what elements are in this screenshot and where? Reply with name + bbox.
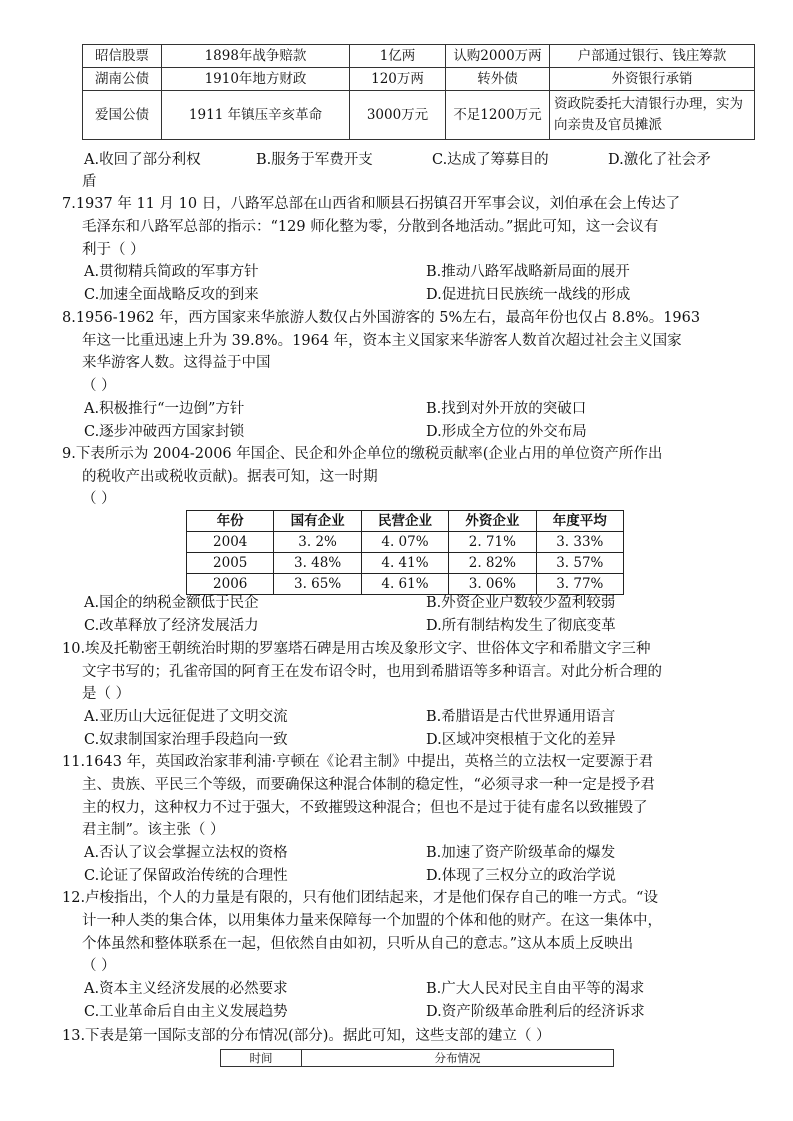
- question-12-text: 计一种人类的集合体，以用集体力量来保障每一个加盟的个体和他的财产。在这一集体中，: [82, 913, 662, 929]
- question-8-text: 8.1956-1962 年，西方国家来华旅游人数仅占外国游客的 5%左右，最高年份也仅占 8.8%。1963: [62, 310, 701, 326]
- tax-contribution-table: [186, 510, 624, 595]
- table-header-cell: 民营企业: [361, 511, 448, 532]
- option-c[interactable]: C.逐步冲破西方国家封锁: [84, 424, 245, 440]
- table-cell: 资政院委托大清银行办理，实为向亲贵及官员摊派: [550, 91, 755, 140]
- table-header-row: [221, 1050, 614, 1067]
- table-cell: 4. 61%: [361, 574, 448, 595]
- table-cell: 3. 06%: [449, 574, 536, 595]
- table-cell: 3. 33%: [536, 532, 623, 553]
- table-row: [83, 91, 755, 140]
- table-cell: 3. 57%: [536, 553, 623, 574]
- option-b[interactable]: B.推动八路军战略新局面的展开: [426, 264, 630, 280]
- table-cell: 爱国公债: [83, 91, 162, 140]
- table-cell: 3. 65%: [274, 574, 361, 595]
- option-c[interactable]: C.加速全面战略反攻的到来: [84, 287, 259, 303]
- option-b[interactable]: B.广大人民对民主自由平等的渴求: [426, 981, 645, 997]
- table-cell: 2. 82%: [449, 553, 536, 574]
- question-8-text: 来华游客人数。这得益于中国: [82, 355, 271, 371]
- table-cell: 1911 年镇压辛亥革命: [162, 91, 350, 140]
- table-cell: 3. 77%: [536, 574, 623, 595]
- table-cell: 湖南公债: [83, 68, 162, 91]
- table-header-row: [187, 511, 624, 532]
- question-7-text: 利于（ ）: [82, 242, 145, 258]
- option-d[interactable]: D.形成全方位的外交布局: [426, 424, 587, 440]
- table-cell: 外资银行承销: [550, 68, 755, 91]
- table-cell: 2006: [187, 574, 274, 595]
- table-cell: 2. 71%: [449, 532, 536, 553]
- option-c[interactable]: C.奴隶制国家治理手段趋向一致: [84, 732, 288, 748]
- question-7-text: 7.1937 年 11 月 10 日，八路军总部在山西省和顺县石拐镇召开军事会议，刘伯承在会上传达了: [62, 196, 681, 212]
- option-d[interactable]: D.体现了三权分立的政治学说: [426, 868, 616, 884]
- option-b[interactable]: B.服务于军费开支: [256, 152, 373, 168]
- question-8-text: （ ）: [82, 378, 116, 394]
- question-11-text: 11.1643 年，英国政治家菲利浦·亨顿在《论君主制》中提出，英格兰的立法权一定要源于君: [62, 754, 654, 770]
- question-11-text: 主的权力，这种权力不过于强大，不致摧毁这种混合；但也不是过于徒有虚名以致摧毁了: [82, 800, 648, 816]
- table-row: [83, 68, 755, 91]
- international-branches-table: [220, 1049, 614, 1067]
- table-cell: 3. 2%: [274, 532, 361, 553]
- table-cell: 户部通过银行、钱庄筹款: [550, 45, 755, 68]
- table-cell: 1898年战争赔款: [162, 45, 350, 68]
- question-13-text: 13.下表是第一国际支部的分布情况(部分)。据此可知，这些支部的建立（ ）: [62, 1028, 551, 1044]
- table-cell: 120万两: [350, 68, 446, 91]
- question-10-text: 10.埃及托勒密王朝统治时期的罗塞塔石碑是用古埃及象形文字、世俗体文字和希腊文字三种: [62, 641, 651, 657]
- q6-options: [84, 149, 764, 171]
- option-a[interactable]: A.亚历山大远征促进了文明交流: [84, 709, 288, 725]
- option-d[interactable]: D.资产阶级革命胜利后的经济诉求: [426, 1004, 645, 1020]
- question-12-text: 个体虽然和整体联系在一起，但依然自由如初，只听从自己的意志。”这从本质上反映出: [82, 936, 634, 952]
- table-cell: 3000万元: [350, 91, 446, 140]
- table-row: [83, 45, 755, 68]
- option-b[interactable]: B.找到对外开放的突破口: [426, 401, 587, 417]
- table-cell: 2004: [187, 532, 274, 553]
- table-cell: 1亿两: [350, 45, 446, 68]
- table-cell: 转外债: [446, 68, 550, 91]
- table-header-cell: 国有企业: [274, 511, 361, 532]
- bond-table: [82, 44, 755, 140]
- option-a[interactable]: A.收回了部分利权: [84, 152, 201, 168]
- option-c[interactable]: C.论证了保留政治传统的合理性: [84, 868, 288, 884]
- question-12-text: （ ）: [82, 958, 116, 974]
- question-11-text: 主、贵族、平民三个等级，而要确保这种混合体制的稳定性，“必须寻求一种一定是授予君: [82, 777, 655, 793]
- option-d[interactable]: D.区域冲突根植于文化的差异: [426, 732, 616, 748]
- question-8-text: 年这一比重迅速上升为 39.8%。1964 年，资本主义国家来华游客人数首次超过社会主义国家: [82, 333, 682, 349]
- table-header-cell: 分布情况: [302, 1050, 614, 1067]
- option-c[interactable]: C.工业革命后自由主义发展趋势: [84, 1004, 288, 1020]
- option-d[interactable]: D.促进抗日民族统一战线的形成: [426, 287, 631, 303]
- option-b[interactable]: B.外资企业户数较少盈利较弱: [426, 595, 616, 611]
- option-c[interactable]: C.达成了筹募目的: [432, 152, 549, 168]
- table-header-cell: 时间: [221, 1050, 302, 1067]
- table-cell: 2005: [187, 553, 274, 574]
- table-header-cell: 年份: [187, 511, 274, 532]
- table-header-cell: 年度平均: [536, 511, 623, 532]
- table-cell: 1910年地方财政: [162, 68, 350, 91]
- table-cell: 3. 48%: [274, 553, 361, 574]
- option-a[interactable]: A.否认了议会掌握立法权的资格: [84, 845, 288, 861]
- option-d[interactable]: D.所有制结构发生了彻底变革: [426, 618, 616, 634]
- question-9-text: （ ）: [82, 491, 116, 507]
- question-7-text: 毛泽东和八路军总部的指示：“129 师化整为零，分散到各地活动。”据此可知，这一会议有: [82, 219, 659, 235]
- table-cell: 认购2000万两: [446, 45, 550, 68]
- option-b[interactable]: B.希腊语是古代世界通用语言: [426, 709, 616, 725]
- question-9-text: 9.下表所示为 2004-2006 年国企、民企和外企单位的缴税贡献率(企业占用的单位资产所作出: [62, 446, 663, 462]
- table-header-cell: 外资企业: [449, 511, 536, 532]
- table-cell: 昭信股票: [83, 45, 162, 68]
- table-cell: 4. 07%: [361, 532, 448, 553]
- option-d-continuation: 盾: [82, 174, 97, 190]
- question-10-text: 是（ ）: [82, 686, 131, 702]
- option-b[interactable]: B.加速了资产阶级革命的爆发: [426, 845, 616, 861]
- option-c[interactable]: C.改革释放了经济发展活力: [84, 618, 259, 634]
- question-12-text: 12.卢梭指出，个人的力量是有限的，只有他们团结起来，才是他们保存自己的唯一方式。“设: [62, 890, 658, 906]
- table-row: [187, 532, 624, 553]
- option-a[interactable]: A.积极推行“一边倒”方针: [84, 401, 245, 417]
- table-cell: 4. 41%: [361, 553, 448, 574]
- question-9-text: 的税收产出或税收贡献)。据表可知，这一时期: [82, 469, 378, 485]
- option-a[interactable]: A.贯彻精兵简政的军事方针: [84, 264, 259, 280]
- option-a[interactable]: A.资本主义经济发展的必然要求: [84, 981, 288, 997]
- table-cell: 不足1200万元: [446, 91, 550, 140]
- question-10-text: 文字书写的；孔雀帝国的阿育王在发布诏令时，也用到希腊语等多种语言。对此分析合理的: [82, 664, 662, 680]
- table-row: [187, 553, 624, 574]
- question-11-text: 君主制”。该主张（ ）: [82, 822, 225, 838]
- option-a[interactable]: A.国企的纳税金额低于民企: [84, 595, 259, 611]
- option-d[interactable]: D.激化了社会矛: [608, 152, 711, 168]
